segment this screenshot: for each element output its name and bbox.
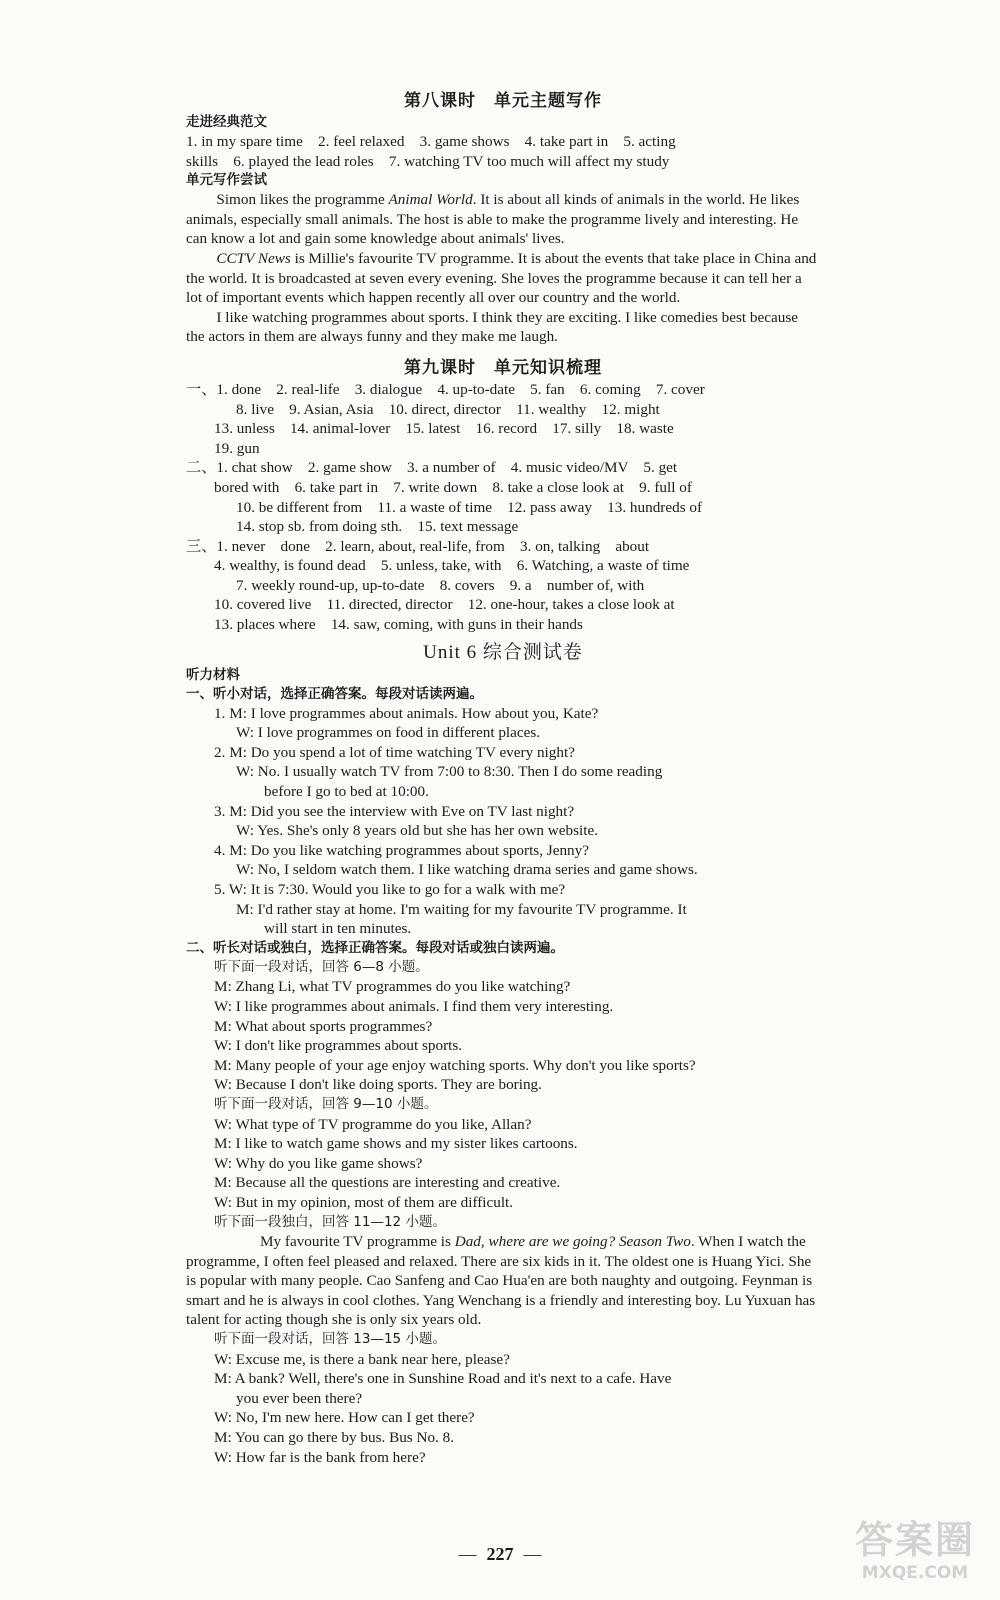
lesson9-title: 第九课时 单元知识梳理 bbox=[404, 357, 602, 378]
essay-paragraph-2 bbox=[186, 249, 820, 308]
dialog2-intro: 听下面一段对话，回答 9—10 小题。 bbox=[214, 1095, 438, 1112]
dialogue-line: W: I don't like programmes about sports. bbox=[214, 1037, 463, 1055]
dash: — bbox=[458, 1544, 477, 1564]
dialogue-line: M: Many people of your age enjoy watching sports. Why don't you like sports? bbox=[214, 1056, 696, 1074]
dialog2 bbox=[186, 1115, 820, 1213]
dialogue-line: W: Because I don't like doing sports. They are boring. bbox=[214, 1076, 542, 1094]
programme-title: CCTV News bbox=[216, 249, 291, 267]
monologue-text: My favourite TV programme is bbox=[260, 1233, 455, 1251]
dialogue-line: W: I love programmes on food in different places. bbox=[236, 724, 541, 742]
dialog3-intro: 听下面一段对话，回答 13—15 小题。 bbox=[214, 1331, 446, 1348]
section1-dialogues bbox=[186, 704, 820, 939]
dialogue-line: M: Zhang Li, what TV programmes do you like watching? bbox=[214, 978, 571, 996]
dialogue-line: W: Why do you like game shows? bbox=[214, 1154, 423, 1172]
essay-paragraph-1 bbox=[186, 190, 820, 249]
dialogue-line: W: No, I seldom watch them. I like watching drama series and game shows. bbox=[236, 861, 698, 879]
dialogue-line: you ever been there? bbox=[236, 1389, 363, 1407]
answer-line: 14. stop sb. from doing sth. 15. text message bbox=[236, 518, 519, 536]
dialogue-line: 1. M: I love programmes about animals. How about you, Kate? bbox=[214, 704, 599, 722]
dialogue-line: M: What about sports programmes? bbox=[214, 1017, 433, 1035]
answer-line: 1. in my spare time 2. feel relaxed 3. game shows 4. take part in 5. acting bbox=[186, 133, 676, 150]
essay-text: . It is about all kinds of animals in the world. He likes animals, especially small animals. The host is able to make the programme lively and interesting. He can know a lot and gain some knowledge about animals' lives. bbox=[186, 191, 800, 248]
answer-line: 二、1. chat show 2. game show 3. a number of 4. music video/MV 5. get bbox=[186, 459, 678, 477]
dialogue-line: 2. M: Do you spend a lot of time watching TV every night? bbox=[214, 743, 575, 761]
dialogue-line: M: I'd rather stay at home. I'm waiting for my favourite TV programme. It bbox=[236, 900, 687, 918]
classic-heading: 走进经典范文 bbox=[186, 114, 267, 130]
answer-line: 一、1. done 2. real-life 3. dialogue 4. up-to-date 5. fan 6. coming 7. cover bbox=[186, 380, 705, 398]
dialogue-line: M: You can go there by bus. Bus No. 8. bbox=[214, 1429, 455, 1447]
section1-heading: 一、听小对话，选择正确答案。每段对话读两遍。 bbox=[186, 685, 483, 702]
dialogue-line: 5. W: It is 7:30. Would you like to go for a walk with me? bbox=[214, 881, 566, 898]
classic-answers bbox=[186, 132, 820, 171]
answer-line: 7. weekly round-up, up-to-date 8. covers 9. a number of, with bbox=[236, 576, 645, 594]
page-number-value: 227 bbox=[486, 1544, 514, 1564]
watermark-logo-url: MXQE.COM bbox=[861, 1563, 969, 1583]
answer-line: bored with 6. take part in 7. write down 8. take a close look at 9. full of bbox=[214, 478, 692, 496]
dash: — bbox=[523, 1544, 542, 1564]
answer-line: 13. places where 14. saw, coming, with guns in their hands bbox=[214, 616, 583, 634]
part1-answers bbox=[186, 380, 820, 458]
dialog1-intro: 听下面一段对话，回答 6—8 小题。 bbox=[214, 958, 429, 975]
answer-line: 19. gun bbox=[214, 439, 260, 457]
programme-title: Animal World bbox=[388, 191, 473, 209]
dialogue-line: W: What type of TV programme do you like, Allan? bbox=[214, 1115, 532, 1133]
monologue-intro: 听下面一段独白，回答 11—12 小题。 bbox=[214, 1213, 446, 1230]
programme-title: Dad, where are we going? Season Two bbox=[454, 1233, 691, 1251]
answer-line: 4. wealthy, is found dead 5. unless, take, with 6. Watching, a waste of time bbox=[214, 557, 690, 575]
dialogue-line: W: No. I usually watch TV from 7:00 to 8:30. Then I do some reading bbox=[236, 763, 663, 781]
dialog1 bbox=[186, 977, 820, 1095]
answer-line: 10. covered live 11. directed, director 12. one-hour, takes a close look at bbox=[214, 596, 675, 614]
attempt-heading: 单元写作尝试 bbox=[186, 172, 267, 189]
answer-line: 10. be different from 11. a waste of time 12. pass away 13. hundreds of bbox=[236, 498, 703, 516]
essay-text: is Millie's favourite TV programme. It is about the events that take place in China and the world. It is broadcasted at seven every evening. She loves the programme because it can tell her a lot of important events which happen recently all over our country and the world. bbox=[186, 249, 817, 307]
dialogue-line: 4. M: Do you like watching programmes about sports, Jenny? bbox=[214, 841, 589, 859]
answer-line: 8. live 9. Asian, Asia 10. direct, director 11. wealthy 12. might bbox=[236, 400, 660, 418]
lesson8-title: 第八课时 单元主题写作 bbox=[404, 91, 602, 111]
dialog3 bbox=[186, 1350, 820, 1468]
dialogue-line: 3. M: Did you see the interview with Eve on TV last night? bbox=[214, 802, 575, 820]
dialogue-line: W: Yes. She's only 8 years old but she has her own website. bbox=[236, 822, 598, 840]
dialogue-line: M: A bank? Well, there's one in Sunshine Road and it's next to a cafe. Have bbox=[214, 1370, 672, 1388]
dialogue-line: W: Excuse me, is there a bank near here, please? bbox=[214, 1350, 510, 1368]
answer-line: 三、1. never done 2. learn, about, real-life, from 3. on, talking about bbox=[186, 537, 650, 555]
dialogue-line: before I go to bed at 10:00. bbox=[264, 783, 429, 801]
dialogue-line: M: Because all the questions are interesting and creative. bbox=[214, 1174, 561, 1192]
monologue-text: . When I watch the programme, I often feel pleased and relaxed. There are six kids in it. The oldest one is Huang Yici. She is popular with many people. Cao Sanfeng and Cao Hua'en are both naughty and outgoing. Feynman is smart and he is always in cool clothes. Yang Wenchang is a friendly and interesting boy. Lu Yuxuan has talent for acting though she is only six years old. bbox=[186, 1233, 816, 1329]
dialogue-line: W: But in my opinion, most of them are difficult. bbox=[214, 1193, 514, 1211]
watermark-logo bbox=[840, 1518, 990, 1590]
dialogue-line: W: How far is the bank from here? bbox=[214, 1448, 426, 1466]
part3-answers bbox=[186, 537, 820, 635]
section2-heading: 二、听长对话或独白，选择正确答案。每段对话或独白读两遍。 bbox=[186, 939, 564, 956]
listening-heading: 听力材料 bbox=[186, 666, 240, 683]
dialogue-line: W: I like programmes about animals. I find them very interesting. bbox=[214, 997, 614, 1015]
monologue bbox=[186, 1232, 820, 1330]
dialogue-line: M: I like to watch game shows and my sister likes cartoons. bbox=[214, 1135, 578, 1153]
dialogue-line: W: No, I'm new here. How can I get there? bbox=[214, 1409, 475, 1427]
unit6-title: Unit 6 综合测试卷 bbox=[423, 641, 583, 663]
dialogue-line: will start in ten minutes. bbox=[264, 920, 412, 938]
answer-line: skills 6. played the lead roles 7. watching TV too much will affect my study bbox=[186, 152, 670, 170]
part2-answers bbox=[186, 458, 820, 536]
essay-text: Simon likes the programme bbox=[216, 191, 389, 209]
answer-line: 13. unless 14. animal-lover 15. latest 16. record 17. silly 18. waste bbox=[214, 420, 674, 438]
essay-paragraph-3: I like watching programmes about sports. I think they are exciting. I like comedies best because the actors in them are always funny and they make me laugh. bbox=[186, 308, 798, 346]
watermark-logo-text: 答案圈 bbox=[854, 1518, 975, 1562]
